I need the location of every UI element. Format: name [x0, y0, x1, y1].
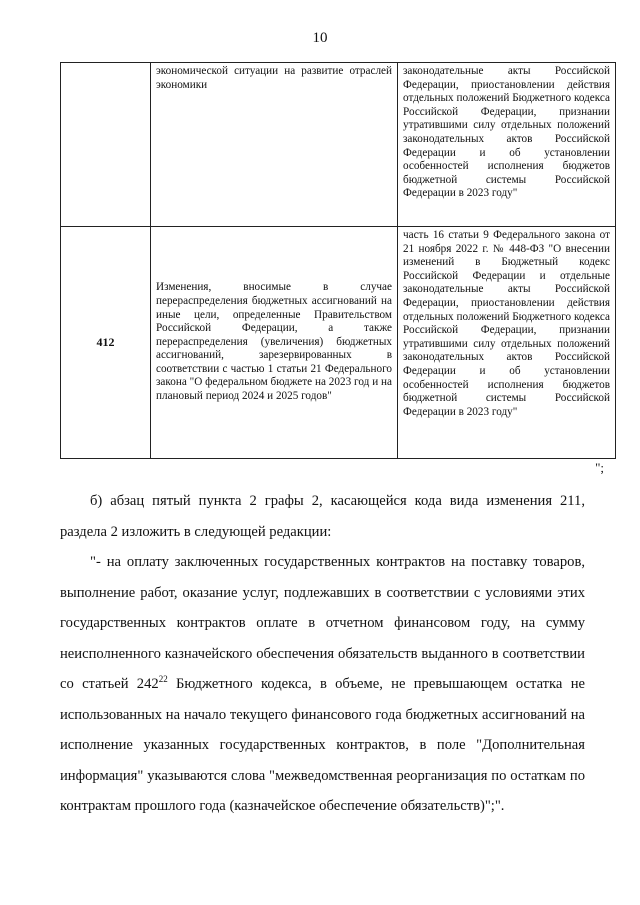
article-superscript: 22 — [158, 674, 168, 685]
amendment-paragraph: б) абзац пятый пункта 2 графы 2, касающейся кода вида изменения 211, раздела 2 изложить в следующей редакции: — [60, 493, 585, 540]
description-cell: экономической ситуации на развитие отраслей экономики — [151, 63, 398, 227]
paragraph-text-end: Бюджетного кодекса, в объеме, не превышающем остатка не использованных на начало текущего финансового года бюджетных ассигнований на исполнение указанных государственных контрактов, в поле "Дополнительная информация" указываются слова "межведомственная реорганизация по остаткам по контрактам прошлого года (казначейское обеспечение обязательств)";". — [60, 676, 585, 814]
code-cell: 412 — [61, 227, 151, 459]
paragraph-text-start: "- на оплату заключенных государственных контрактов на поставку товаров, выполнение работ, оказание услуг, подлежавших в соответствии с условиями этих государственных контрактов оплате в отчетном финансовом году, на сумму неисполненного казначейского обеспечения обязательств выданного в соответствии со статьей 242 — [60, 554, 585, 692]
changes-table — [60, 62, 616, 459]
page-number: 10 — [312, 30, 328, 46]
table-row — [61, 63, 616, 227]
code-cell — [61, 63, 151, 227]
basis-cell: законодательные акты Российской Федерации, приостановлении действия отдельных положений Бюджетного кодекса Российской Федерации, признании утратившими силу отдельных положений законодательных актов Российской Федерации и об установлении особенностей исполнения бюджетов бюджетной системы Российской Федерации в 2023 году" — [398, 63, 616, 227]
amendment-text-paragraph — [60, 547, 585, 822]
closing-quote-mark: "; — [595, 460, 604, 475]
basis-cell: часть 16 статьи 9 Федерального закона от 21 ноября 2022 г. № 448-ФЗ "О внесении изменений в Бюджетный кодекс Российской Федерации и отдельные законодательные акты Российской Федерации, приостановлении действия отдельных положений Бюджетного кодекса Российской Федерации, признании утратившими силу отдельных положений законодательных актов Российской Федерации и об установлении особенностей исполнения бюджетов бюджетной системы Российской Федерации в 2023 году" — [398, 227, 616, 459]
table-row — [61, 227, 616, 459]
description-cell: Изменения, вносимые в случае перераспределения бюджетных ассигнований на иные цели, определенные Правительством Российской Федерации, а также перераспределения (увеличения) бюджетных ассигнований, зарезервированных в соответствии с частью 1 статьи 21 Федерального закона "О федеральном бюджете на 2023 год и на плановый период 2024 и 2025 годов" — [151, 227, 398, 459]
